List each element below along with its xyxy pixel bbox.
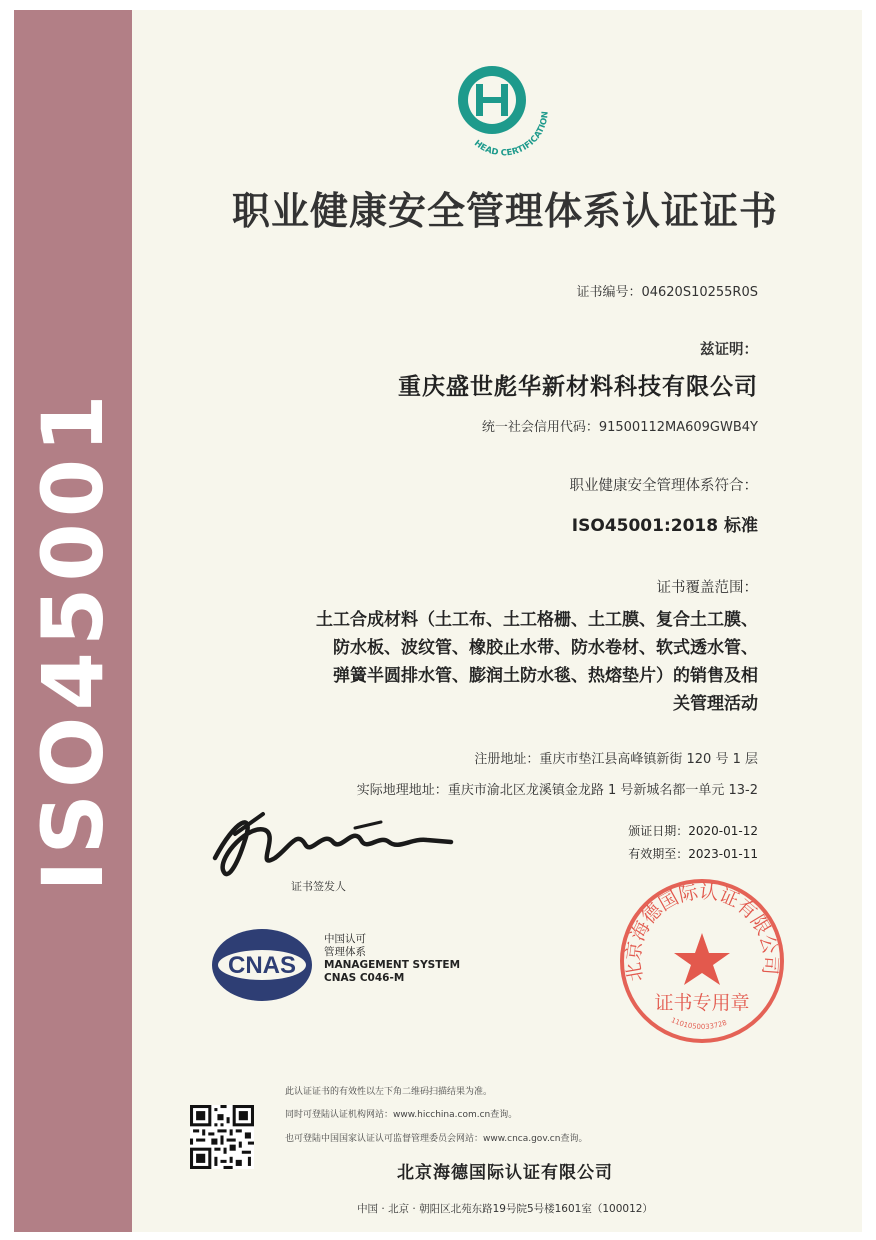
signer-label: 证书签发人 — [291, 880, 346, 893]
note-line: 此认证证书的有效性以左下角二维码扫描结果为准。 — [285, 1087, 493, 1097]
seal-arc-text: 北京海德国际认证有限公司 — [622, 880, 782, 984]
actual-address: 实际地理地址：重庆市渝北区龙溪镇金龙路 1 号新城名都一单元 13-2 — [356, 783, 758, 798]
credit-code: 统一社会信用代码：91500112MA609GWB4Y — [481, 420, 758, 435]
note-line: 也可登陆中国国家认证认可监督管理委员会网站：www.cnca.gov.cn查询。 — [285, 1134, 588, 1144]
cnas-line: 中国认可 — [324, 933, 366, 945]
hereby-label: 兹证明： — [700, 342, 758, 358]
standard: ISO45001:2018 标准 — [571, 516, 758, 536]
logo-arc-text: HEAD CERTIFICATION — [471, 110, 551, 159]
signature — [205, 800, 465, 890]
cnas-line: 管理体系 — [324, 946, 366, 958]
cnas-line: MANAGEMENT SYSTEM — [324, 959, 461, 971]
seal-center-text: 证书专用章 — [654, 992, 750, 1014]
scope-line: 关管理活动 — [673, 694, 758, 714]
cnas-accreditation-text — [324, 933, 460, 985]
head-certification-logo — [436, 60, 556, 160]
official-seal — [616, 875, 788, 1047]
scope-line: 弹簧半圆排水管、膨润土防水毯、热熔垫片）的销售及相 — [333, 666, 758, 686]
scope-text — [198, 606, 758, 718]
company-name: 重庆盛世彪华新材料科技有限公司 — [398, 374, 758, 400]
cnas-line: CNAS C046-M — [324, 972, 405, 984]
scope-line: 防水板、波纹管、橡胶止水带、防水卷材、软式透水管、 — [333, 638, 758, 658]
side-band-text: ISO45001 — [24, 388, 122, 892]
issuer-name: 北京海德国际认证有限公司 — [397, 1163, 613, 1183]
issuer-address: 中国 · 北京 · 朝阳区北苑东路19号院5号楼1601室（100012） — [357, 1203, 653, 1215]
issue-date: 颁证日期：2020-01-12 — [628, 824, 758, 838]
cnas-logo — [207, 926, 317, 1004]
scope-line: 土工合成材料（土工布、土工格栅、土工膜、复合土工膜、 — [316, 610, 758, 630]
registered-address: 注册地址：重庆市垫江县高峰镇新街 120 号 1 层 — [474, 752, 758, 767]
certificate-title: 职业健康安全管理体系认证证书 — [231, 189, 778, 233]
expiry-date: 有效期至：2023-01-11 — [628, 847, 758, 861]
cnas-logo-text: CNAS — [227, 952, 297, 979]
note-line: 同时可登陆认证机构网站：www.hicchina.com.cn查询。 — [285, 1110, 518, 1120]
cert-number: 证书编号：04620S10255R0S — [576, 285, 758, 300]
conforms-label: 职业健康安全管理体系符合： — [569, 478, 758, 494]
seal-number: 1101050033728 — [669, 1016, 728, 1032]
scope-label: 证书覆盖范围： — [656, 580, 758, 596]
